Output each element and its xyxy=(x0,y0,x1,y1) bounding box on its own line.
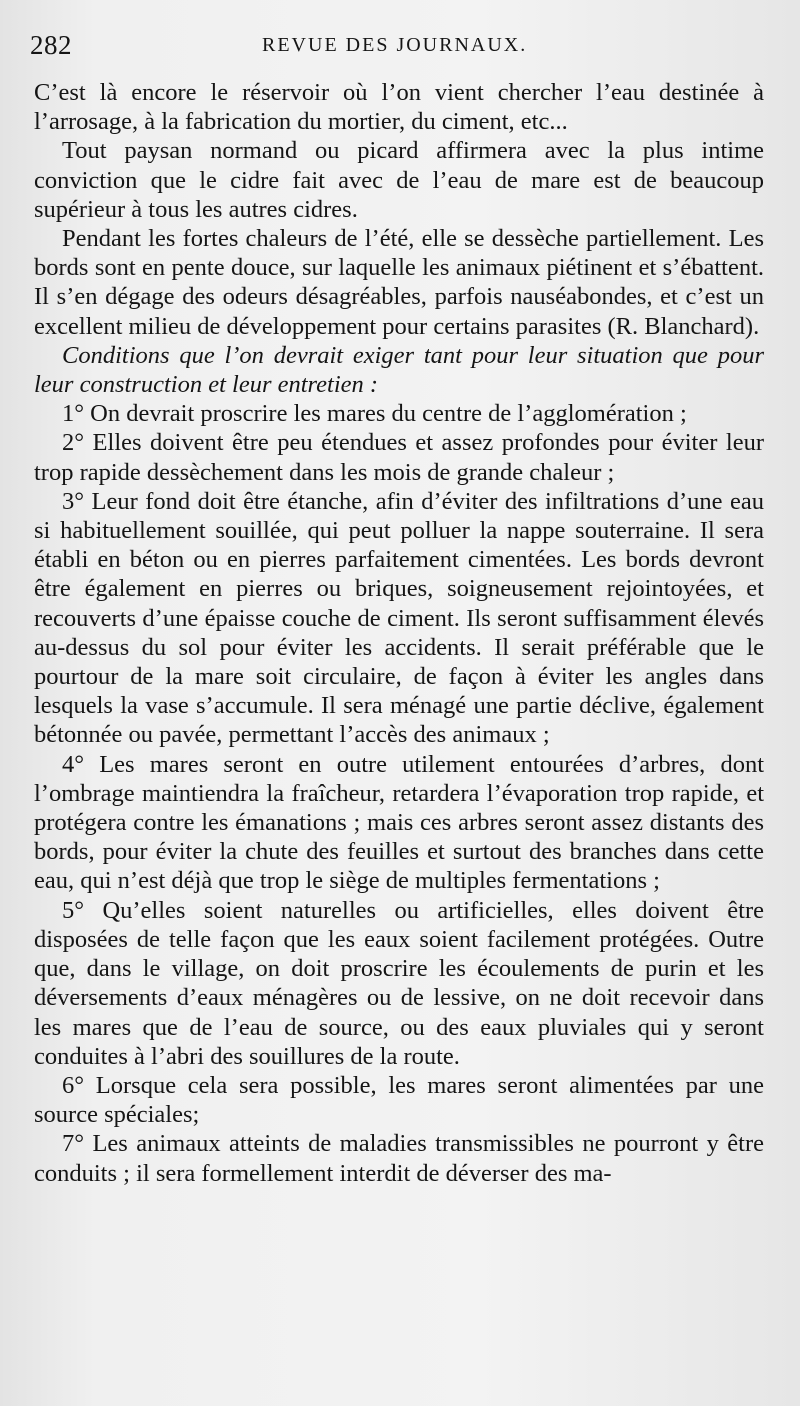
page-number: 282 xyxy=(30,30,72,60)
list-item-5: 5° Qu’elles soient naturelles ou artificielles, elles doivent être disposées de telle façon que les eaux soient facilement protégées. Outre que, dans le village, on doit proscrire les écoulements de purin et les déversements d’eaux ménagères ou de lessive, on ne doit recevoir dans les mares que de l’eau de source, ou des eaux pluviales qui y seront conduites à l’abri des souillures de la route. xyxy=(34,896,764,1070)
page-header xyxy=(30,30,760,66)
list-item-3: 3° Leur fond doit être étanche, afin d’éviter des infiltrations d’une eau si habituellement souillée, qui peut polluer la nappe souterraine. Il sera établi en béton ou en pierres parfaitement cimentées. Les bords devront être également en pierres ou briques, soigneusement rejointoyées, et recouverts d’une épaisse couche de ciment. Ils seront suffisamment élevés au-dessus du sol pour éviter les accidents. Il serait préférable que le pourtour de la mare soit circulaire, de façon à éviter les angles dans lesquels la vase s’accumule. Il sera ménagé une partie déclive, également bétonnée ou pavée, permettant l’accès des animaux ; xyxy=(34,487,764,749)
list-item-6: 6° Lorsque cela sera possible, les mares seront alimentées par une source spéciales; xyxy=(34,1071,764,1129)
list-item-1: 1° On devrait proscrire les mares du centre de l’agglomération ; xyxy=(62,400,687,428)
paragraph-reservoir: C’est là encore le réservoir où l’on vient chercher l’eau destinée à l’arrosage, à la fabrication du mortier, du ciment, etc... xyxy=(34,79,764,136)
paragraph-conditions-heading: Conditions que l’on devrait exiger tant pour leur situation que pour leur construction et leur entretien : xyxy=(34,341,764,399)
paragraph-chaleurs: Pendant les fortes chaleurs de l’été, elle se dessèche partiellement. Les bords sont en pente douce, sur laquelle les animaux piétinent et s’ébattent. Il s’en dégage des odeurs désagréables, parfois nauséabondes, et c’est un excellent milieu de développement pour certains parasites (R. Blanchard). xyxy=(34,225,764,340)
running-head: REVUE DES JOURNAUX. xyxy=(262,34,528,56)
list-item-7: 7° Les animaux atteints de maladies transmissibles ne pourront y être conduits ; il sera formellement interdit de déverser des ma- xyxy=(34,1130,764,1187)
list-item-2: 2° Elles doivent être peu étendues et assez profondes pour éviter leur trop rapide dessèchement dans les mois de grande chaleur ; xyxy=(34,429,764,486)
body-text xyxy=(34,78,764,1188)
paragraph-cidre: Tout paysan normand ou picard affirmera avec la plus intime conviction que le cidre fait avec de l’eau de mare est de beaucoup supérieur à tous les autres cidres. xyxy=(34,137,764,223)
list-item-4: 4° Les mares seront en outre utilement entourées d’arbres, dont l’ombrage maintiendra la fraîcheur, retardera l’évaporation trop rapide, et protégera contre les émanations ; mais ces arbres seront assez distants des bords, pour éviter la chute des feuilles et surtout des branches dans cette eau, qui n’est déjà que trop le siège de multiples fermentations ; xyxy=(34,750,764,895)
